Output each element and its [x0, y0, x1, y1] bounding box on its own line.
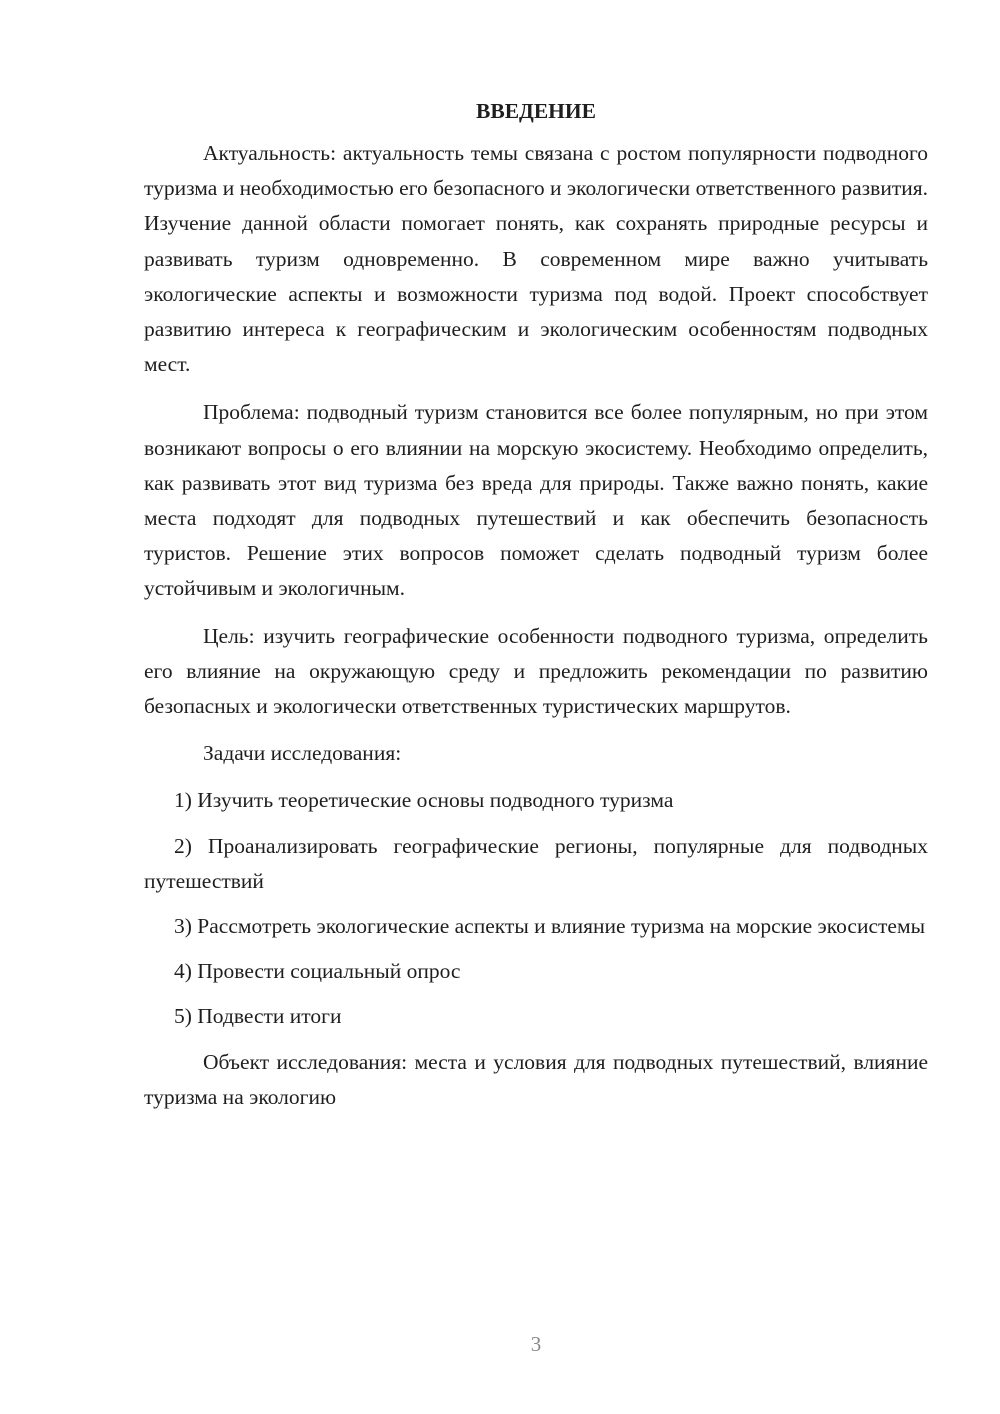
task-item-4: 4) Провести социальный опрос [174, 959, 461, 984]
section-title: ВВЕДЕНИЕ [476, 99, 596, 123]
task-item-2: 2) Проанализировать географические регионы, популярные для подводных путешествий [144, 833, 928, 893]
task-item-5: 5) Подвести итоги [174, 1004, 342, 1029]
page-number: 3 [530, 1332, 542, 1356]
goal-paragraph: Цель: изучить географические особенности подводного туризма, определить его влияние на окружающую среду и предложить рекомендации по развитию безопасных и экологически ответственных туристических маршрутов. [144, 623, 928, 719]
relevance-paragraph: Актуальность: актуальность темы связана с ростом популярности подводного туризма и необходимостью его безопасного и экологически ответственного развития. Изучение данной области помогает понять, как сохранять природные ресурсы и развивать туризм одновременно. В современном мире важно учитывать экологические аспекты и возможности туризма под водой. Проект способствует развитию интереса к географическим и экологическим особенностям подводных мест. [144, 141, 928, 377]
object-paragraph: Объект исследования: места и условия для подводных путешествий, влияние туризма на экологию [144, 1049, 928, 1109]
task-item-1: 1) Изучить теоретические основы подводного туризма [174, 788, 674, 813]
document-page [144, 96, 928, 1125]
problem-paragraph: Проблема: подводный туризм становится все более популярным, но при этом возникают вопросы о его влиянии на морскую экосистему. Необходимо определить, как развивать этот вид туризма без вреда для природы. Также важно понять, какие места подходят для подводных путешествий и как обеспечить безопасность туристов. Решение этих вопросов поможет сделать подводный туризм более устойчивым и экологичным. [144, 400, 928, 601]
tasks-heading: Задачи исследования: [203, 741, 402, 766]
task-item-3: 3) Рассмотреть экологические аспекты и влияние туризма на морские экосистемы [174, 914, 926, 939]
